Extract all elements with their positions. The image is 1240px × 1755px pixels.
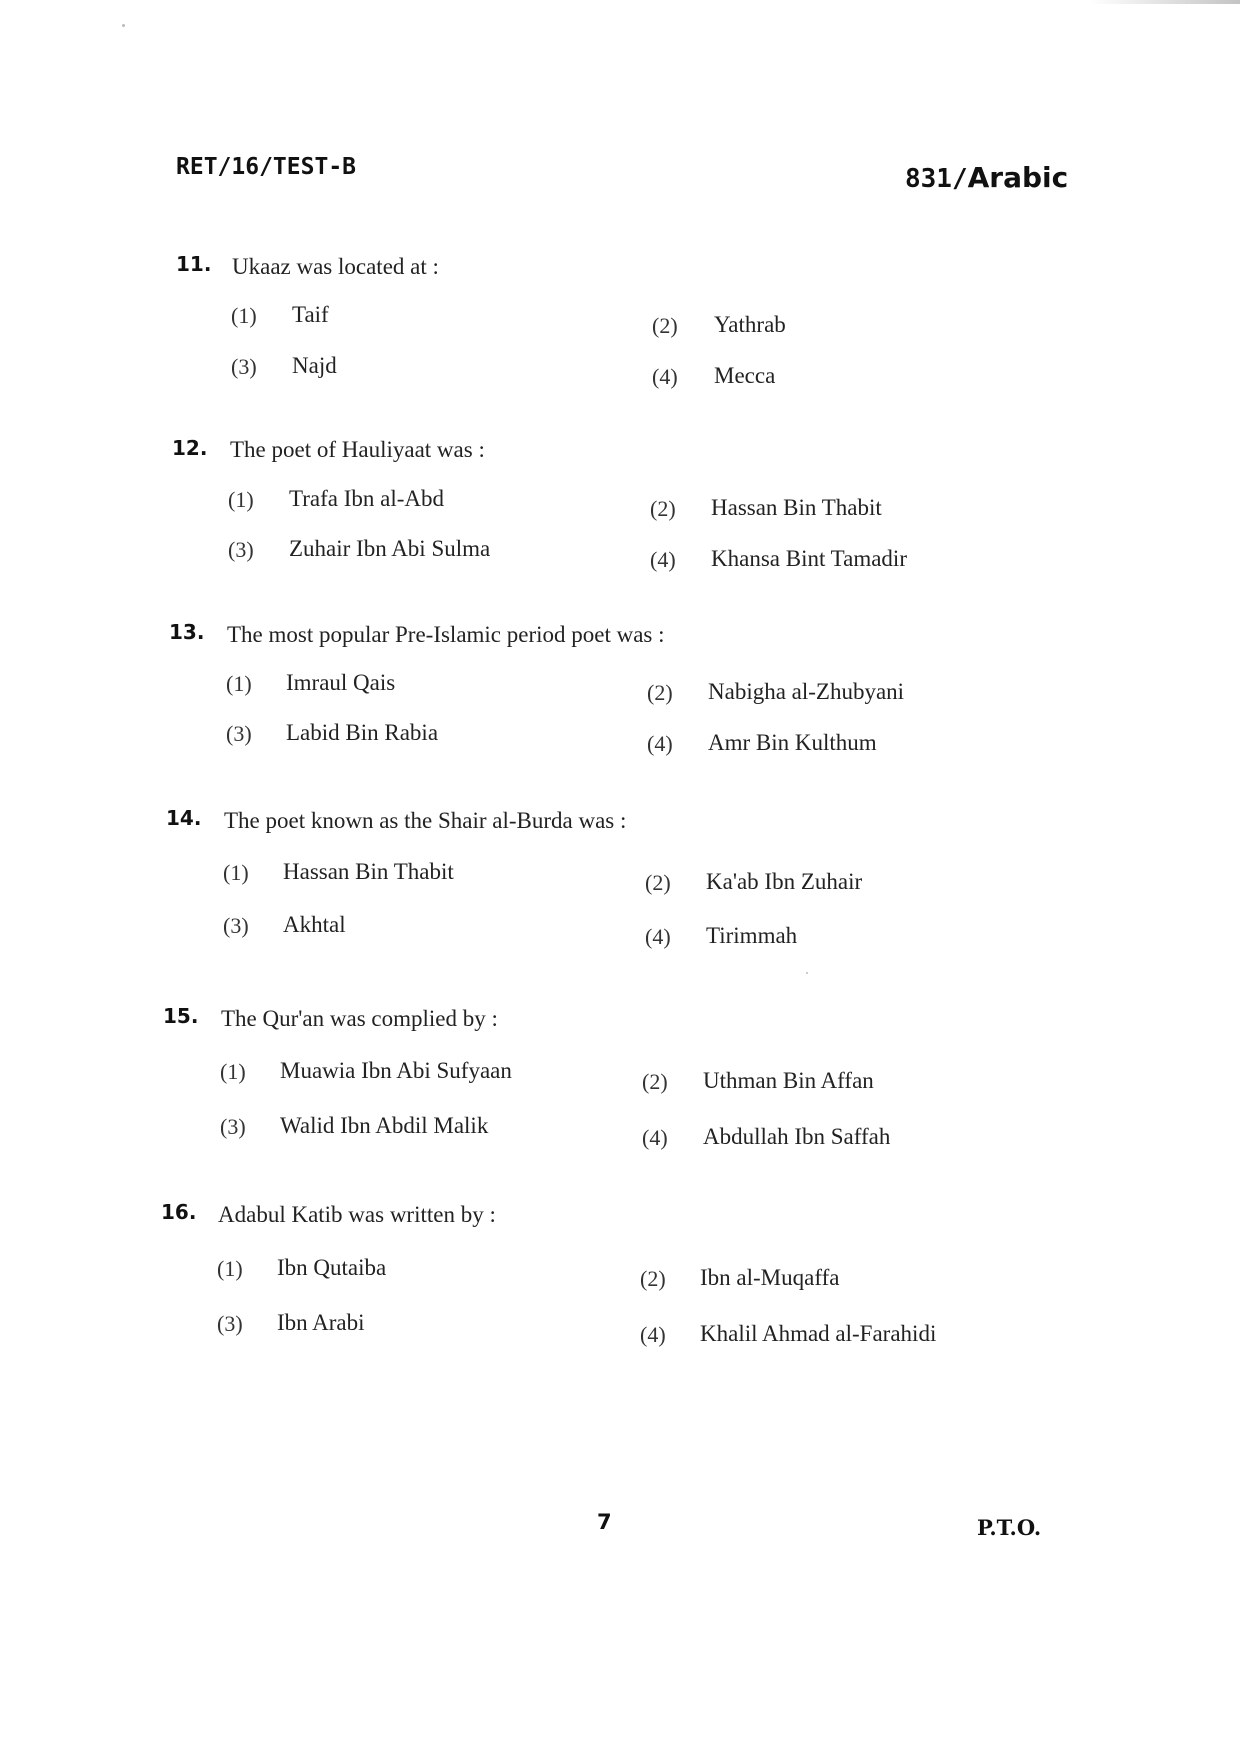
option-text: Mecca (714, 363, 776, 388)
option-text: Khansa Bint Tamadir (711, 546, 907, 571)
option-text: Taif (292, 302, 329, 327)
option-number: (4) (652, 364, 678, 389)
question-number: 14. (166, 806, 202, 830)
option-text: Trafa Ibn al-Abd (289, 486, 445, 511)
option-text: Tirimmah (706, 923, 798, 948)
option-text: Zuhair Ibn Abi Sulma (289, 536, 491, 561)
option-text: Najd (292, 353, 337, 378)
option-text: Akhtal (283, 912, 346, 937)
option-text: Hassan Bin Thabit (283, 859, 454, 884)
option-number: (2) (652, 313, 678, 338)
question-text: The poet known as the Shair al-Burda was : (224, 808, 627, 833)
option-text: Hassan Bin Thabit (711, 495, 882, 520)
option-number: (1) (231, 303, 257, 328)
option-text: Ibn al-Muqaffa (700, 1265, 840, 1290)
subject-name: Arabic (967, 161, 1069, 194)
option-number: (1) (223, 860, 249, 885)
option-number: (2) (640, 1266, 666, 1291)
option-number: (1) (217, 1256, 243, 1281)
scan-edge-mark (1090, 0, 1240, 4)
question-number: 11. (176, 252, 212, 276)
option-number: (3) (226, 721, 252, 746)
option-number: (3) (231, 354, 257, 379)
option-number: (3) (228, 537, 254, 562)
option-number: (1) (226, 671, 252, 696)
question-number: 15. (163, 1004, 199, 1028)
option-text: Ka'ab Ibn Zuhair (706, 869, 863, 894)
option-text: Yathrab (714, 312, 786, 337)
option-text: Ibn Qutaiba (277, 1255, 387, 1280)
option-text: Khalil Ahmad al-Farahidi (700, 1321, 937, 1346)
option-number: (4) (647, 731, 673, 756)
page-number: 7 (597, 1510, 612, 1534)
option-number: (4) (645, 924, 671, 949)
option-text: Ibn Arabi (277, 1310, 365, 1335)
paper-number: 831/ (905, 164, 968, 194)
option-number: (1) (228, 487, 254, 512)
option-number: (2) (642, 1069, 668, 1094)
option-text: Abdullah Ibn Saffah (703, 1124, 891, 1149)
option-number: (4) (642, 1125, 668, 1150)
scan-speck (806, 972, 808, 974)
option-number: (3) (223, 913, 249, 938)
option-number: (2) (650, 496, 676, 521)
option-number: (3) (220, 1114, 246, 1139)
option-text: Nabigha al-Zhubyani (708, 679, 905, 704)
please-turn-over: P.T.O. (977, 1515, 1042, 1540)
question-number: 13. (169, 620, 205, 644)
option-text: Labid Bin Rabia (286, 720, 439, 745)
question-text: Adabul Katib was written by : (218, 1202, 496, 1227)
option-text: Amr Bin Kulthum (708, 730, 877, 755)
option-number: (4) (640, 1322, 666, 1347)
question-number: 16. (161, 1200, 197, 1224)
question-number: 12. (172, 436, 208, 460)
option-number: (2) (645, 870, 671, 895)
paper-subject (905, 161, 1068, 194)
option-text: Imraul Qais (286, 670, 396, 695)
option-text: Uthman Bin Affan (703, 1068, 874, 1093)
scan-speck (122, 24, 125, 27)
question-text: The poet of Hauliyaat was : (230, 437, 485, 462)
option-number: (4) (650, 547, 676, 572)
exam-code: RET/16/TEST-B (176, 154, 357, 180)
option-text: Muawia Ibn Abi Sufyaan (280, 1058, 512, 1083)
question-text: The Qur'an was complied by : (221, 1006, 498, 1031)
option-number: (3) (217, 1311, 243, 1336)
question-text: Ukaaz was located at : (232, 254, 439, 279)
option-text: Walid Ibn Abdil Malik (280, 1113, 489, 1138)
option-number: (2) (647, 680, 673, 705)
option-number: (1) (220, 1059, 246, 1084)
question-text: The most popular Pre-Islamic period poet was : (227, 622, 665, 647)
